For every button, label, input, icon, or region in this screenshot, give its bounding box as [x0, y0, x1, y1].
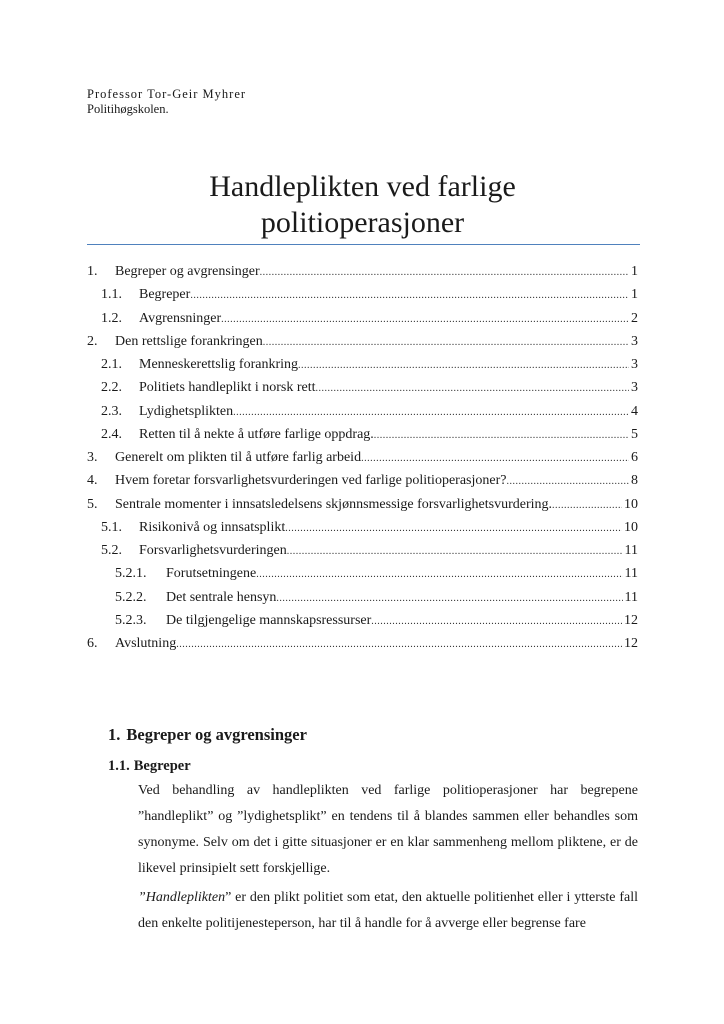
toc-number: 6.: [87, 636, 98, 651]
toc-title: Politiets handleplikt i norsk rett: [139, 380, 316, 396]
toc-number: 4.: [87, 473, 98, 489]
toc-title: Generelt om plikten til å utføre farlig arbeid: [115, 450, 362, 465]
toc-title: Risikonivå og innsatsplikt: [139, 519, 286, 535]
toc-leader: [287, 540, 623, 563]
toc-title: Forsvarlighetsvurderingen: [139, 543, 287, 558]
toc-leader: [256, 563, 622, 586]
toc-leader: [552, 494, 622, 517]
toc-entry-5-2-1[interactable]: [87, 562, 638, 585]
toc-leader: [260, 261, 629, 284]
toc-entry-6[interactable]: [87, 632, 638, 655]
toc-number: 5.2.1.: [115, 566, 147, 582]
toc-page-number: 2: [631, 310, 638, 326]
toc-number: 5.: [87, 496, 98, 512]
toc-leader: [276, 587, 622, 610]
toc-title: Det sentrale hensyn: [166, 589, 277, 605]
toc-page-number: 11: [624, 543, 638, 558]
toc-entry-1-1[interactable]: [87, 283, 638, 306]
toc-leader: [285, 517, 622, 540]
toc-page-number: 11: [624, 566, 638, 582]
toc-title: Retten til å nekte å utføre farlige oppdrag.: [139, 426, 374, 442]
toc-leader: [221, 308, 629, 331]
toc-entry-2-4[interactable]: [87, 423, 638, 446]
toc-page-number: 6: [631, 450, 638, 465]
toc-number: 5.2.3.: [115, 612, 147, 628]
toc-leader: [361, 447, 629, 470]
toc-number: 5.1.: [101, 519, 122, 535]
toc-entry-5-2-3[interactable]: [87, 609, 638, 632]
toc-number: 2.2.: [101, 380, 122, 396]
paragraph-2-text: ” er den plikt politiet som etat, den aktuelle politienhet eller i ytterste fall den enkelte politijenesteperson, har til å handle for å avverge eller begrense fare: [138, 890, 638, 931]
toc-page-number: 10: [624, 519, 638, 535]
toc-entry-5-1[interactable]: [87, 516, 638, 539]
toc-title: Avgrensninger: [139, 310, 222, 326]
toc-entry-5-2-2[interactable]: [87, 586, 638, 609]
institution-name: Politihøgskolen.: [87, 102, 169, 116]
toc-entry-3[interactable]: [87, 446, 638, 469]
toc-entry-2-1[interactable]: [87, 353, 638, 376]
toc-leader: [316, 377, 629, 400]
toc-entry-2-2[interactable]: [87, 376, 638, 399]
toc-page-number: 1: [631, 264, 638, 279]
toc-entry-4[interactable]: [87, 469, 638, 492]
toc-leader: [298, 354, 629, 377]
paragraph-2-term: ”Handleplikten: [138, 890, 226, 905]
toc-title: De tilgjengelige mannskapsressurser: [166, 612, 372, 628]
toc-page-number: 5: [631, 426, 638, 442]
author-name: Professor Tor-Geir Myhrer: [87, 87, 247, 101]
toc-title: Begreper og avgrensinger: [115, 264, 260, 279]
title-line-2: politioperasjoner: [260, 206, 465, 239]
document-title: [87, 169, 638, 241]
paragraph-1: Ved behandling av handleplikten ved farlige politioperasjoner har begrepene ”handleplikt” og ”lydighetsplikt” en tendens til å blandes sammen eller behandles som synonyme. Selv om det i gitte situasjoner er en klar sammenheng mellom pliktene, er de likevel prinsipielt sett forskjellige.: [138, 783, 638, 876]
toc-page-number: 11: [624, 589, 638, 605]
section-title: Begreper og avgrensinger: [126, 725, 307, 744]
toc-title: Hvem foretar forsvarlighetsvurderingen ved farlige politioperasjoner?: [115, 473, 507, 489]
paragraph-2: [138, 885, 638, 937]
toc-title: Lydighetsplikten: [139, 403, 234, 419]
toc-title: Sentrale momenter i innsatsledelsens skjønnsmessige forsvarlighetsvurdering.: [115, 496, 553, 512]
toc-number: 2.: [87, 333, 98, 349]
toc-number: 3.: [87, 450, 98, 465]
toc-page-number: 1: [631, 287, 638, 303]
toc-page-number: 4: [631, 403, 638, 419]
toc-number: 1.2.: [101, 310, 122, 326]
toc-page-number: 10: [624, 496, 638, 512]
toc-leader: [176, 633, 622, 656]
toc-number: 1.1.: [101, 287, 122, 303]
toc-title: Forutsetningene: [166, 566, 257, 582]
title-divider: [87, 244, 640, 245]
toc-page-number: 8: [631, 473, 638, 489]
toc-leader: [371, 610, 622, 633]
title-line-1: Handleplikten ved farlige: [209, 170, 516, 203]
subsection-heading: [108, 756, 191, 776]
section-heading: [108, 724, 307, 746]
toc-page-number: 12: [624, 636, 638, 651]
toc-number: 5.2.2.: [115, 589, 147, 605]
toc-number: 1.: [87, 264, 98, 279]
toc-title: Avslutning: [115, 636, 177, 651]
toc-leader: [506, 470, 629, 493]
toc-leader: [374, 424, 629, 447]
toc-title: Begreper: [139, 287, 191, 303]
toc-entry-1[interactable]: [87, 260, 638, 283]
toc-title: Den rettslige forankringen: [115, 333, 263, 349]
toc-entry-5-2[interactable]: [87, 539, 638, 562]
toc-number: 2.4.: [101, 426, 122, 442]
toc-entry-5[interactable]: [87, 493, 638, 516]
toc-page-number: 3: [631, 333, 638, 349]
toc-number: 2.3.: [101, 403, 122, 419]
toc-entry-2[interactable]: [87, 330, 638, 353]
toc-leader: [190, 284, 629, 307]
toc-entry-2-3[interactable]: [87, 400, 638, 423]
section-number: 1.: [108, 725, 121, 744]
toc-page-number: 12: [624, 612, 638, 628]
toc-entry-1-2[interactable]: [87, 307, 638, 330]
subsection-number: 1.1.: [108, 758, 130, 774]
toc-page-number: 3: [631, 380, 638, 396]
toc-page-number: 3: [631, 357, 638, 372]
toc-title: Menneskerettslig forankring: [139, 357, 299, 372]
subsection-title: Begreper: [133, 758, 191, 774]
toc-leader: [263, 331, 629, 354]
toc-number: 5.2.: [101, 543, 122, 558]
toc-number: 2.1.: [101, 357, 122, 372]
table-of-contents: [87, 260, 638, 655]
toc-leader: [233, 401, 629, 424]
